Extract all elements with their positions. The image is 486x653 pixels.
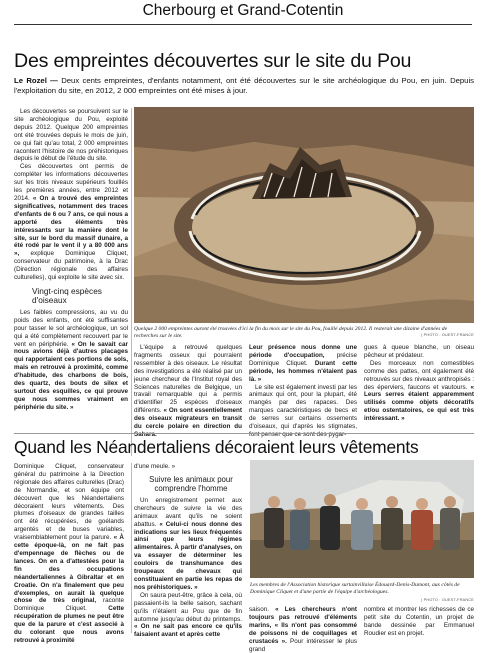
section-header <box>0 0 486 20</box>
article-1-photo-caption: Quelque 2 000 empreintes auront été trouvées d'ici la fin du mois sur le site du Pou, fouillé depuis 2012. Il resterait une dizaine d'années de recherches sur le site. <box>134 326 448 339</box>
column-divider <box>131 108 132 456</box>
lead-place: Le Rozel — <box>14 76 58 85</box>
subheading: Vingt-cinq espèces d'oiseaux <box>32 285 102 305</box>
article-2-photo <box>250 460 474 578</box>
paragraph: Des morceaux non comestibles comme des pattes, ont également été retrouvés sur des niveaux anthropisés : des éperviers, faucons et vautours. « Leurs serres étaient apparemment utilisés comme objets décoratifs et/ou ostentatoires, ce qui est très intéressant. » <box>364 359 474 423</box>
article-1-photo <box>134 107 474 323</box>
group-photo <box>250 460 474 578</box>
article-2-headline: Quand les Néandertaliens décoraient leurs vêtements <box>14 437 419 457</box>
paragraph: saison. « Les chercheurs n'ont toujours pas retrouvé d'éléments marins, « Ils n'ont pas consommé de poissons ni de coquillages et crustacés ». Pour intéresser le plus grand <box>249 606 358 653</box>
paragraph: Les faibles compressions, au vu du poids des enfants, ont été suffisantes pour tasser le sol archéologique, un sol qui a été complètement recouvert par le vent en périphérie. « On le savait car nous avions déjà d'autres placages qui rapportaient ces portions de sols, mais en retrouvé à proximité, comme d'habitude, des charbons de bois, des quartz, des bouts de silex et surtout des esquilles, ce qui prouve que nous sommes vraiment en périphérie du site. » <box>14 308 128 411</box>
paragraph: L'équipe a retrouvé quelques fragments osseux qui pourraient ressembler à des oiseaux. Le résultat des investigations a été réalisé par un jeune chercheur de l'Institut royal des Sciences naturelles de Belgique, un travail remarquable qui a permis d'identifier 25 espèces d'oiseaux différents. « On sont essentiellement des oiseaux migrateurs en transit du cercle polaire en direction du Sahara. <box>134 344 242 438</box>
article-1-column-1 <box>14 108 128 412</box>
article-2-column-3 <box>249 606 357 653</box>
paragraph: Le site est également investi par les animaux qui ont, pour la plupart, été mangés par des rapaces. Des marques caractéristiques de becs et de serres sur certains ossements d'oiseaux, qui d'après les stigmates, font penser que ce sont des pygar- <box>249 383 357 438</box>
paragraph: nombre et montrer les richesses de ce petit site du Cotentin, un projet de bande dessinée par Emmanuel Roudier est en projet. <box>364 606 474 637</box>
article-1-photo-credit: | PHOTO : OUEST-FRANCE <box>421 333 474 337</box>
paragraph: Ces découvertes ont permis de compléter les informations découvertes sur les trois niveaux supérieurs fouillés les premières années, entre 2012 et 2014. « On a trouvé des empreintes significatives, notamment des traces d'enfants de 6 ou 7 ans, ce qui nous a apporté des éléments très intéressants sur la manière dont le site, sur le bord du massif dunaire, a été rodé par le vent il y a 80 000 ans », explique Dominique Cliquet, conservateur du patrimoine, à la Drac (Direction régionale des affaires culturelles), qui exploite le site avec six. <box>14 163 129 282</box>
article-2-column-1 <box>14 463 124 645</box>
article-separator <box>14 433 474 434</box>
article-2-photo-credit: | PHOTO : OUEST-FRANCE <box>421 598 474 602</box>
article-2-column-4 <box>364 606 474 638</box>
paragraph: Leur présence nous donne une période d'occupation, précise Dominique Cliquet. Durant cette période, les hommes n'étaient pas là. » <box>249 344 358 383</box>
paragraph: gues à queue blanche, un oiseau pêcheur et prédateur. <box>364 344 474 359</box>
article-1-column-2 <box>134 344 242 439</box>
article-2-photo-caption: Les membres de l'Association historique surtainvillaise Édouard-Denis-Dumont, aux côtés de Dominique Cliquet et d'une partie de l'équipe d'archéologues. <box>250 582 460 595</box>
paragraph: Un enregistrement permet aux chercheurs de suivre la vie des animaux avant qu'ils ne soient abattus. « Celui-ci nous donne des indications sur les lieux fréquentés ainsi que leurs régimes alimentaires. À partir d'analyses, on va essayer de déterminer les couloirs de transhumance des troupeaux de chevaux qui constituaient en partie les repas de nos préhistoriques. » <box>134 496 243 591</box>
paragraph: Les découvertes se poursuivent sur le site archéologique du Pou, exploité depuis 2012. Quelque 200 empreintes ont été trouvées depuis le mois de juin, ce qui fait qu'au total, 2 000 empreintes racontent l'histoire de nos préhistoriques depuis le début de l'étude du site. <box>14 108 128 163</box>
column-divider <box>131 463 132 633</box>
paragraph: Dominique Cliquet, conservateur général du patrimoine à la Direction régionale des affaires culturelles (Drac) de Normandie, et son équipe ont découvert que les Néandertaliens décoraient leurs vêtements. Des plumes d'oiseaux de grandes tailles ont été récupérées, de goélands argentés et de buses variables, vraisemblablement pour la parure. « À cette époque-là, on ne fait pas d'empennage de flèches ou de lances. On en a d'attestées pour la fin des occupations néandertaliennes à Gibraltar et en Croatie. On n'a finalement que peu d'exemples, on aurait là quelque chose de très original, raconte Dominique Cliquet. Cette récupération de plumes ne peut être que de la parure et c'est associé à du colorant que nous avons retrouvé à proximité <box>14 463 125 644</box>
article-1-column-3 <box>249 344 357 439</box>
article-1-column-4 <box>364 344 474 423</box>
paragraph: d'une meule. » <box>134 463 176 470</box>
article-2-column-2 <box>134 463 242 639</box>
lead-text: Deux cents empreintes, d'enfants notamment, ont été découvertes sur le site archéologique du Pou, en juin. Depuis l'exploitation du site, en 2012, 2 000 empreintes ont été mises à jour. <box>14 76 475 95</box>
article-1-headline: Des empreintes découvertes sur le site du Pou <box>14 50 412 72</box>
header-rule <box>14 24 472 25</box>
paragraph: On saura peut-être, grâce à cela, où passaient-ils la belle saison, sachant qu'ils n'étaient au Pou que de fin automne jusqu'au début du printemps. « On ne sait pas encore ce qu'ils faisaient avant et après cette <box>134 591 242 639</box>
section-title: Cherbourg et Grand-Cotentin <box>142 2 344 19</box>
article-1-lead <box>14 76 474 96</box>
excavation-site-photo <box>134 107 474 323</box>
subheading: Suivre les animaux pour comprendre l'homme <box>149 474 233 493</box>
